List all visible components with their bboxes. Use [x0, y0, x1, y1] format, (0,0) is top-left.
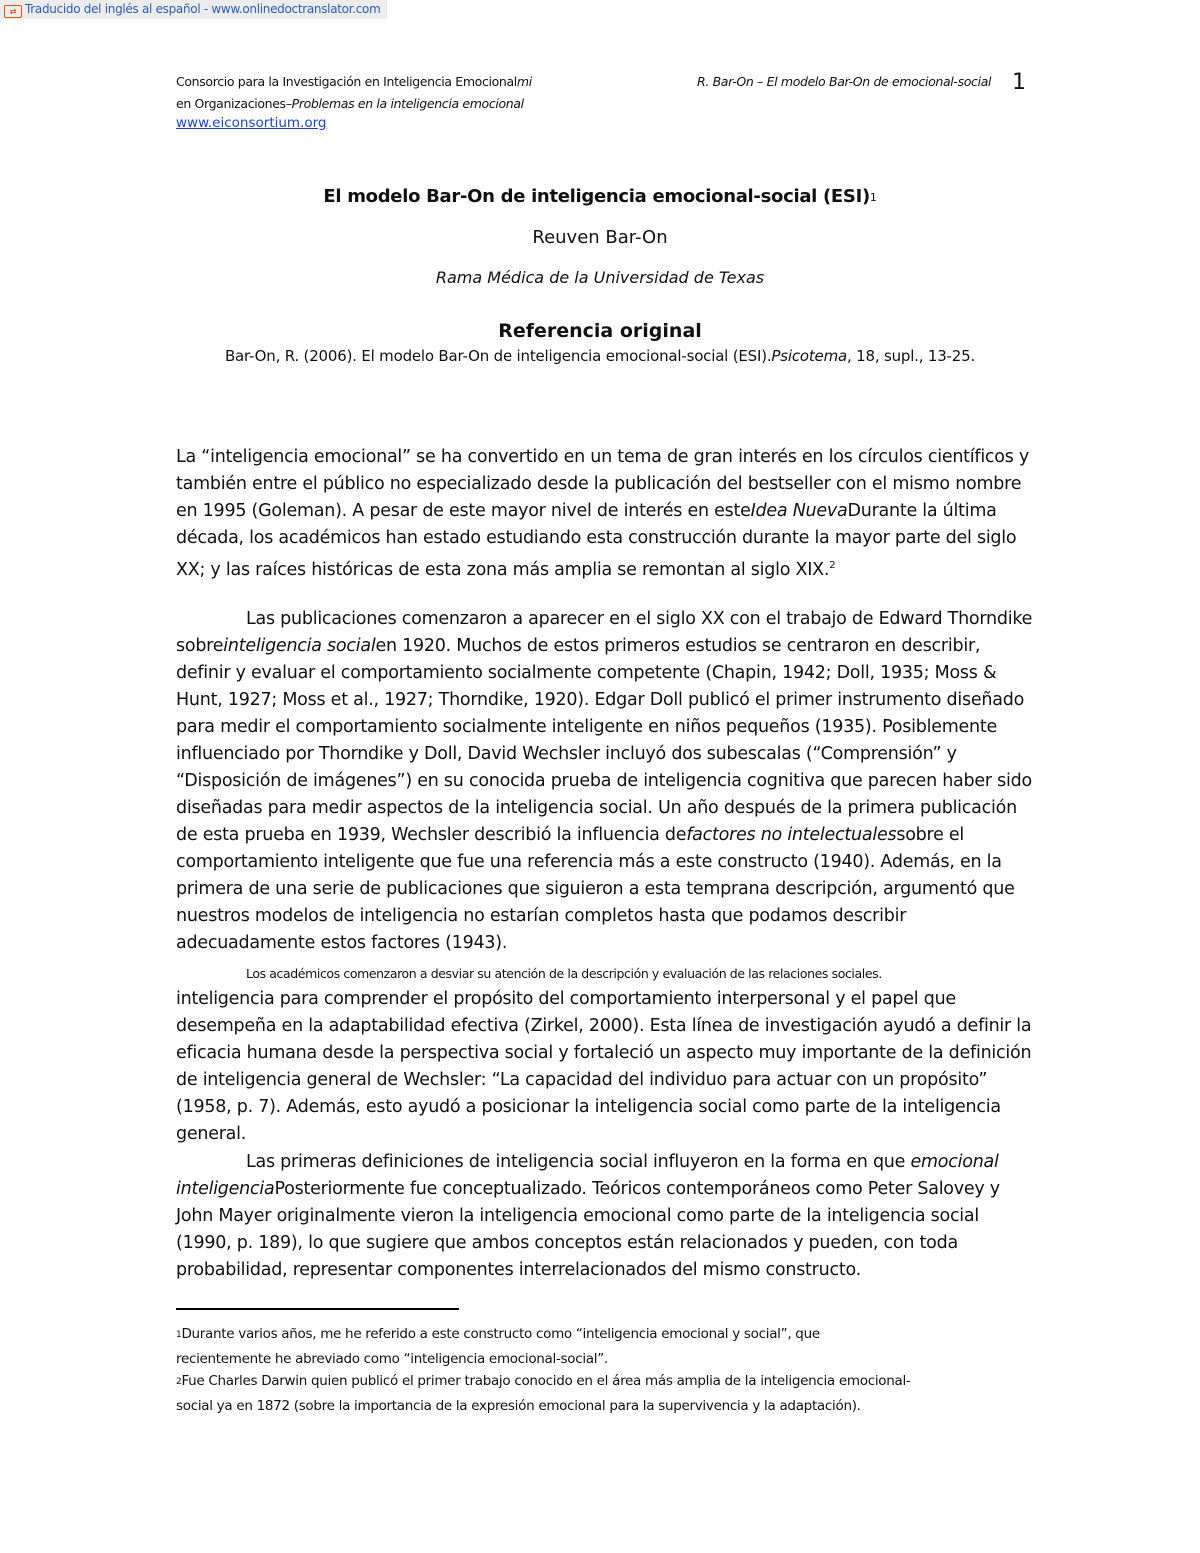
p1-italic: Idea Nueva — [750, 501, 848, 521]
header-right-text: R. Bar-On – El modelo Bar-On de emocional-social — [697, 74, 992, 89]
page-number: 1 — [1012, 70, 1026, 95]
p2-text-b: en 1920. Muchos de estos primeros estudios se centraron en describir, definir y evaluar el comportamiento socialmente competente (Chapin, 1942; Doll, 1935; Moss & Hunt, 1927; Moss et al., 1927; Thorndike, 1920). Edgar Doll publicó el primer instrumento diseñado para medir el comportamiento socialmente inteligente en niños pequeños (1935). Posiblemente influenciado por Thorndike y Doll, David Wechsler incluyó dos subescalas (“Comprensión” y “Disposición de imágenes”) en su conocida prueba de inteligencia cognitiva que parecen haber sido diseñadas para medir aspectos de la inteligencia social. Un año después de la primera publicación de esta prueba en 1939, Wechsler describió la influencia de — [176, 636, 1032, 845]
footnote-2 — [176, 1369, 976, 1418]
header-right — [697, 72, 991, 91]
footnote-2-mark: 2 — [176, 1377, 182, 1387]
footnote-2-line2: social ya en 1872 (sobre la importancia de la expresión emocional para la supervivencia y la adaptación). — [176, 1398, 861, 1414]
footnote-1-line2: recientemente he abreviado como “inteligencia emocional-social”. — [176, 1351, 608, 1367]
p1-text-a: La “inteligencia emocional” se ha convertido en un tema de gran interés en los círculos científicos y también entre el público no especializado desde la publicación del bestseller con el mismo nombre en 1995 (Goleman). A pesar de este mayor nivel de interés en este — [176, 447, 1030, 521]
p4-text-b: Posteriormente fue conceptualizado. Teóricos contemporáneos como Peter Salovey y John Mayer originalmente vieron la inteligencia emocional como parte de la inteligencia social (1990, p. 189), lo que sugiere que ambos conceptos están relacionados y pueden, con toda probabilidad, representar componentes interrelacionados del mismo constructo. — [176, 1179, 1000, 1280]
citation-text: Bar-On, R. (2006). El modelo Bar-On de inteligencia emocional-social (ESI). — [224, 347, 772, 365]
header-organizations: en Organizaciones — [176, 96, 286, 111]
paragraph-2 — [176, 606, 1036, 957]
footnote-1-mark: 1 — [176, 1330, 182, 1340]
footnote-1 — [176, 1322, 976, 1371]
reference-citation — [0, 347, 1200, 365]
p4-text-a: Las primeras definiciones de inteligencia social influyeron en la forma en que — [246, 1152, 906, 1172]
author: Reuven Bar-On — [532, 227, 668, 248]
p4-italic: emocional inteligencia — [176, 1152, 999, 1199]
footnote-rule — [176, 1308, 459, 1310]
p3-first-line: Los académicos comenzaron a desviar su atención de la descripción y evaluación de las relaciones sociales. — [246, 966, 882, 981]
footnote-1-line1: Durante varios años, me he referido a este constructo como “inteligencia emocional y social”, que — [181, 1326, 820, 1342]
header-consortium-suffix: mi — [516, 74, 532, 89]
p3-text: inteligencia para comprender el propósito del comportamiento interpersonal y el papel que desempeña en la adaptabilidad efectiva (Zirkel, 2000). Esta línea de investigación ayudó a definir la eficacia humana desde la perspectiva social y fortaleció un aspecto muy importante de la definición de inteligencia general de Wechsler: “La capacidad del individuo para actuar con un propósito” (1958, p. 7). Además, esto ayudó a posicionar la inteligencia social como parte de la inteligencia general. — [176, 989, 1032, 1144]
paragraph-4-start — [176, 1149, 1036, 1284]
title-text: El modelo Bar-On de inteligencia emocional-social (ESI) — [323, 186, 870, 207]
document-title — [0, 186, 1200, 207]
p2-italic-2: factores no intelectuales — [686, 825, 897, 845]
banner-text: Traducido del inglés al español - www.onlinedoctranslator.com — [25, 2, 381, 16]
p1-text-b: Durante la última década, los académicos han estado estudiando esta construcción durante la mayor parte del siglo XX; y las raíces históricas de esta zona más amplia se remontan al siglo XIX. — [176, 501, 1017, 580]
translator-logo-icon: ⇄ — [4, 5, 22, 18]
p2-text-c: sobre el comportamiento inteligente que fue una referencia más a este constructo (1940). Además, en la primera de una serie de publicaciones que siguieron a esta temprana descripción, argumentó que nuestros modelos de inteligencia no estarían completos hasta que podamos describir adecuadamente estos factores (1943). — [176, 825, 1015, 953]
title-footnote-mark[interactable]: 1 — [869, 191, 877, 204]
header-consortium: Consorcio para la Investigación en Inteligencia Emocional — [176, 74, 517, 89]
p2-italic-1: inteligencia social — [223, 636, 376, 656]
paragraph-1 — [176, 444, 1036, 584]
paragraph-3 — [176, 986, 1036, 1148]
consortium-link[interactable]: www.eiconsortium.org — [176, 115, 327, 131]
p2-text-a: Las publicaciones comenzaron a aparecer en el siglo XX con el trabajo de Edward Thorndike sobre — [176, 609, 1033, 656]
header-left-line1 — [176, 72, 532, 91]
affiliation: Rama Médica de la Universidad de Texas — [435, 268, 765, 287]
header-left-line2 — [176, 94, 524, 113]
p1-footnote-mark[interactable]: 2 — [829, 560, 836, 571]
citation-journal: Psicotema — [771, 347, 847, 365]
reference-heading: Referencia original — [498, 320, 702, 342]
citation-details: , 18, supl., 13-25. — [847, 347, 976, 365]
translator-banner[interactable] — [0, 0, 387, 19]
footnote-2-line1: Fue Charles Darwin quien publicó el primer trabajo conocido en el área más amplia de la inteligencia emocional- — [181, 1373, 911, 1389]
header-series: –Problemas en la inteligencia emocional — [285, 96, 524, 111]
